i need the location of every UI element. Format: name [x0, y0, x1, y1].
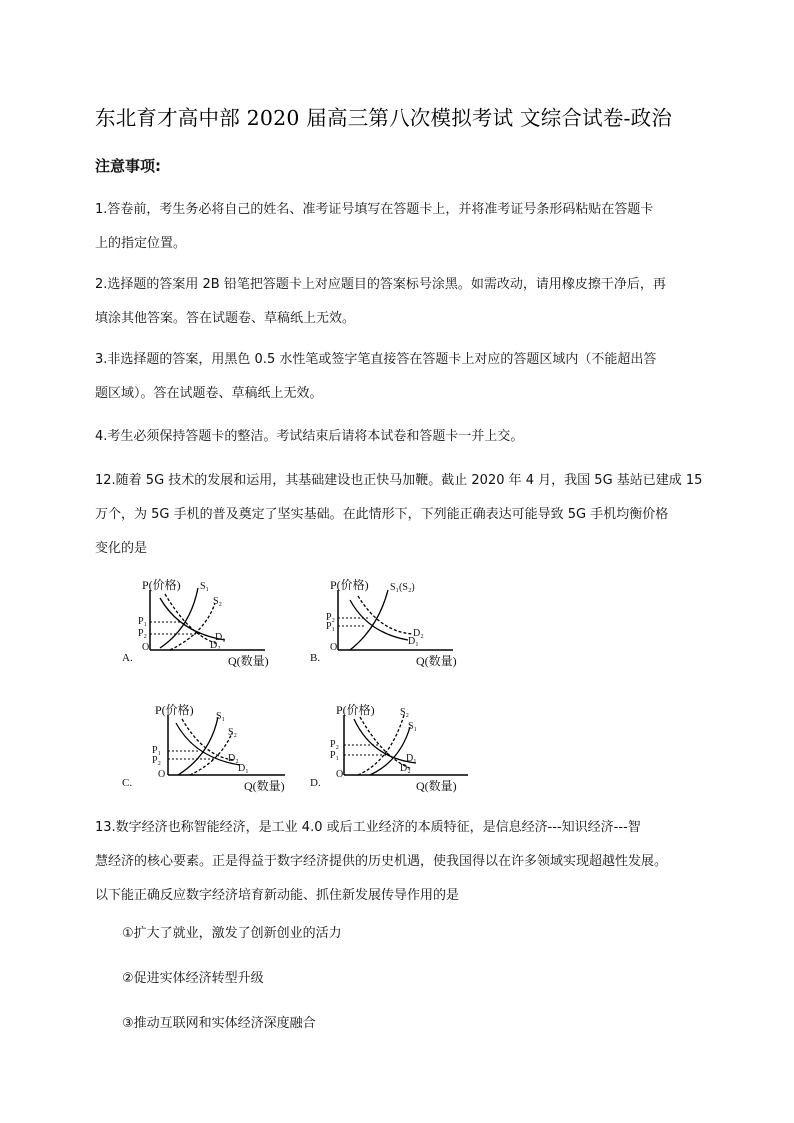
notice-2-line-2: 填涂其他答案。答在试题卷、草稿纸上无效。 — [95, 311, 356, 326]
question-12 — [95, 464, 715, 566]
graph-a-supply-curve-1 — [160, 588, 198, 648]
graph-c-option: C. — [122, 777, 133, 789]
graph-b-supply-label: S₁(S₂) — [390, 582, 415, 593]
graph-c-x-label: Q(数量) — [244, 779, 285, 793]
graph-a-supply-label-2: S₂ — [213, 596, 223, 607]
q12-line-2: 万个，为 5G 手机的普及奠定了坚实基础。在此情形下，下列能正确表达可能导致 5G 手机均衡价格 — [95, 507, 669, 522]
graph-d-price-label-1: P₂ — [330, 739, 340, 750]
graph-b-y-label: P(价格) — [330, 578, 369, 592]
graph-b-price-label-2: P₁ — [326, 621, 336, 632]
graph-a-supply-label-1: S₁ — [200, 581, 210, 592]
q13-line-2: 慧经济的核心要素。正是得益于数字经济提供的历史机遇，使我国得以在许多领域实现超越性发展。 — [95, 854, 668, 869]
graph-c-price-label-2: P₂ — [152, 755, 162, 766]
graph-d-y-label: P(价格) — [336, 703, 375, 717]
graph-c-supply-label-2: S₂ — [228, 727, 238, 738]
page-title: 东北育才高中部 2020 届高三第八次模拟考试 文综合试卷-政治 — [95, 106, 673, 130]
graph-c-origin: O — [158, 769, 166, 780]
notice-3 — [95, 343, 715, 411]
q13-line-3: 以下能正确反应数字经济培育新动能、抓住新发展传导作用的是 — [95, 888, 460, 903]
graph-c — [120, 703, 290, 795]
graph-d-supply-label-2: S₁ — [408, 721, 418, 732]
q12-line-3: 变化的是 — [95, 541, 148, 556]
graph-b-supply-curve — [350, 590, 388, 650]
notice-4 — [95, 420, 715, 454]
graph-b-demand-label-1: D₂ — [413, 628, 424, 639]
graph-a-x-label: Q(数量) — [228, 654, 269, 668]
graph-b-option: B. — [310, 652, 321, 664]
graph-a-origin: O — [142, 642, 150, 653]
q13-option-2: ②促进实体经济转型升级 — [122, 971, 264, 986]
graph-c-y-label: P(价格) — [155, 703, 194, 717]
notice-1-line-1: 1.答卷前，考生务必将自己的姓名、准考证号填写在答题卡上，并将准考证号条形码粘贴在答题卡 — [95, 202, 654, 217]
graph-a-demand-label-2: D₂ — [210, 640, 221, 651]
notice-4-line-1: 4.考生必须保持答题卡的整洁。考试结束后请将本试卷和答题卡一并上交。 — [95, 429, 524, 444]
graph-a-y-label: P(价格) — [142, 578, 181, 592]
question-13 — [95, 811, 715, 913]
graph-a-option: A. — [122, 652, 133, 664]
graph-a-price-label-1: P₁ — [138, 616, 148, 627]
graph-b — [308, 578, 478, 670]
graph-a-price-label-2: P₂ — [138, 628, 148, 639]
graph-b-price-label-1: P₂ — [326, 612, 336, 623]
notice-heading: 注意事项: — [95, 157, 161, 175]
graph-a — [120, 578, 290, 670]
graph-d-demand-label-1: D₁ — [406, 753, 417, 764]
q13-option-1: ①扩大了就业，激发了创新创业的活力 — [122, 926, 342, 941]
notice-2-line-1: 2.选择题的答案用 2B 铅笔把答题卡上对应题目的答案标号涂黑。如需改动，请用橡皮擦干净后，再 — [95, 277, 666, 292]
notice-1 — [95, 193, 715, 261]
q13-line-1: 13.数字经济也称智能经济，是工业 4.0 或后工业经济的本质特征，是信息经济---知识经济---智 — [95, 820, 641, 835]
graph-c-demand-label-1: D₂ — [228, 753, 239, 764]
graph-b-x-label: Q(数量) — [416, 654, 457, 668]
notice-3-line-1: 3.非选择题的答案，用黑色 0.5 水性笔或签字笔直接答在答题卡上对应的答题区域内（不能超出答 — [95, 352, 657, 367]
notice-1-line-2: 上的指定位置。 — [95, 236, 187, 251]
graph-b-demand-curve-2 — [358, 596, 413, 634]
graph-d-demand-label-2: D₂ — [400, 763, 411, 774]
graph-c-supply-label-1: S₁ — [216, 711, 226, 722]
notice-3-line-2: 题区域）。答在试题卷、草稿纸上无效。 — [95, 386, 323, 401]
graph-b-origin: O — [330, 642, 338, 653]
graph-c-supply-curve-1 — [178, 717, 218, 775]
graph-d — [308, 703, 478, 795]
graph-d-origin: O — [336, 769, 344, 780]
graph-a-demand-label-1: D₁ — [215, 632, 226, 643]
graph-c-price-label-1: P₁ — [152, 745, 162, 756]
graph-c-demand-label-2: D₁ — [238, 763, 249, 774]
notice-2 — [95, 268, 715, 336]
graph-d-option: D. — [310, 777, 321, 789]
graph-b-demand-label-2: D₁ — [408, 636, 419, 647]
q12-line-1: 12.随着 5G 技术的发展和运用，其基础建设也正快马加鞭。截止 2020 年 4 月，我国 5G 基站已建成 15 — [95, 473, 703, 488]
graph-a-supply-curve-2 — [170, 603, 215, 650]
graph-d-supply-label-1: S₂ — [400, 707, 410, 718]
graph-d-price-label-2: P₁ — [330, 750, 340, 761]
graph-d-x-label: Q(数量) — [416, 779, 457, 793]
q13-option-3: ③推动互联网和实体经济深度融合 — [122, 1016, 316, 1031]
